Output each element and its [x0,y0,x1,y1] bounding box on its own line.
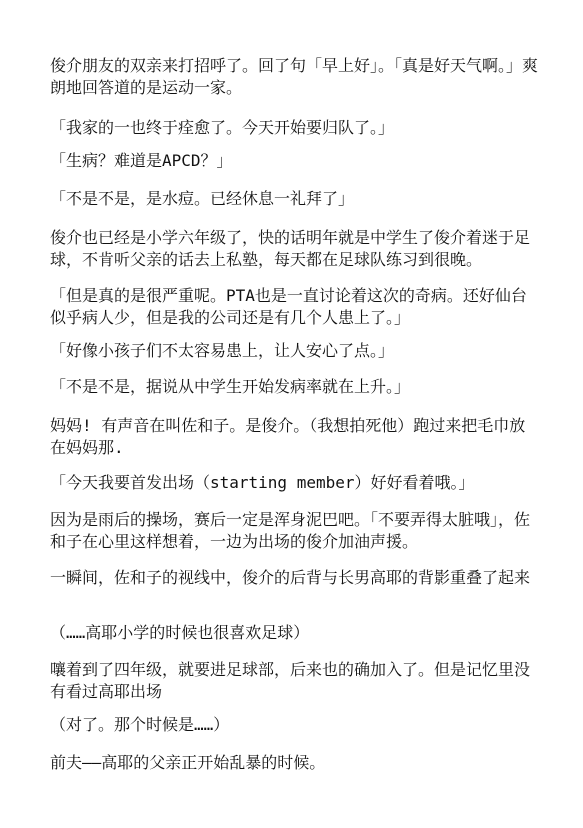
paragraph-5: 俊介也已经是小学六年级了，快的话明年就是中学生了俊介着迷于足球，不肯听父亲的话去上私塾，每天都在足球队练习到很晚。 [50,228,531,269]
paragraph-15: （对了。那个时候是……） [50,715,230,734]
paragraph-16: 前夫——高耶的父亲正开始乱暴的时候。 [50,753,326,772]
paragraph-8: 「不是不是，据说从中学生开始发病率就在上升。」 [50,377,411,396]
paragraph-13: （……高耶小学的时候也很喜欢足球） [50,623,310,642]
paragraph-1: 俊介朋友的双亲来打招呼了。回了句「早上好」。「真是好天气啊。」爽朗地回答道的是运动一家。 [50,56,539,97]
paragraph-14: 嚷着到了四年级，就要进足球部，后来也的确加入了。但是记忆里没有看过高耶出场 [50,660,531,701]
paragraph-7: 「好像小孩子们不太容易患上，让人安心了点。」 [50,341,395,360]
paragraph-9: 妈妈! 有声音在叫佐和子。是俊介。（我想拍死他）跑过来把毛巾放在妈妈那. [50,416,526,457]
paragraph-10: 「今天我要首发出场（starting member）好好看着哦。」 [50,473,475,492]
paragraph-3: 「生病？难道是APCD？」 [50,151,233,170]
paragraph-12: 一瞬间，佐和子的视线中，俊介的后背与长男高耶的背影重叠了起来 [50,568,531,587]
paragraph-4: 「不是不是，是水痘。已经休息一礼拜了」 [50,189,355,208]
paragraph-11: 因为是雨后的操场，赛后一定是浑身泥巴吧。「不要弄得太脏哦」，佐和子在心里这样想着，一边为出场的俊介加油声援。 [50,510,531,551]
paragraph-6: 「但是真的是很严重呢。PTA也是一直讨论着这次的奇病。还好仙台似乎病人少，但是我的公司还是有几个人患上了。」 [50,286,527,327]
paragraph-2: 「我家的一也终于痊愈了。今天开始要归队了。」 [50,118,395,137]
